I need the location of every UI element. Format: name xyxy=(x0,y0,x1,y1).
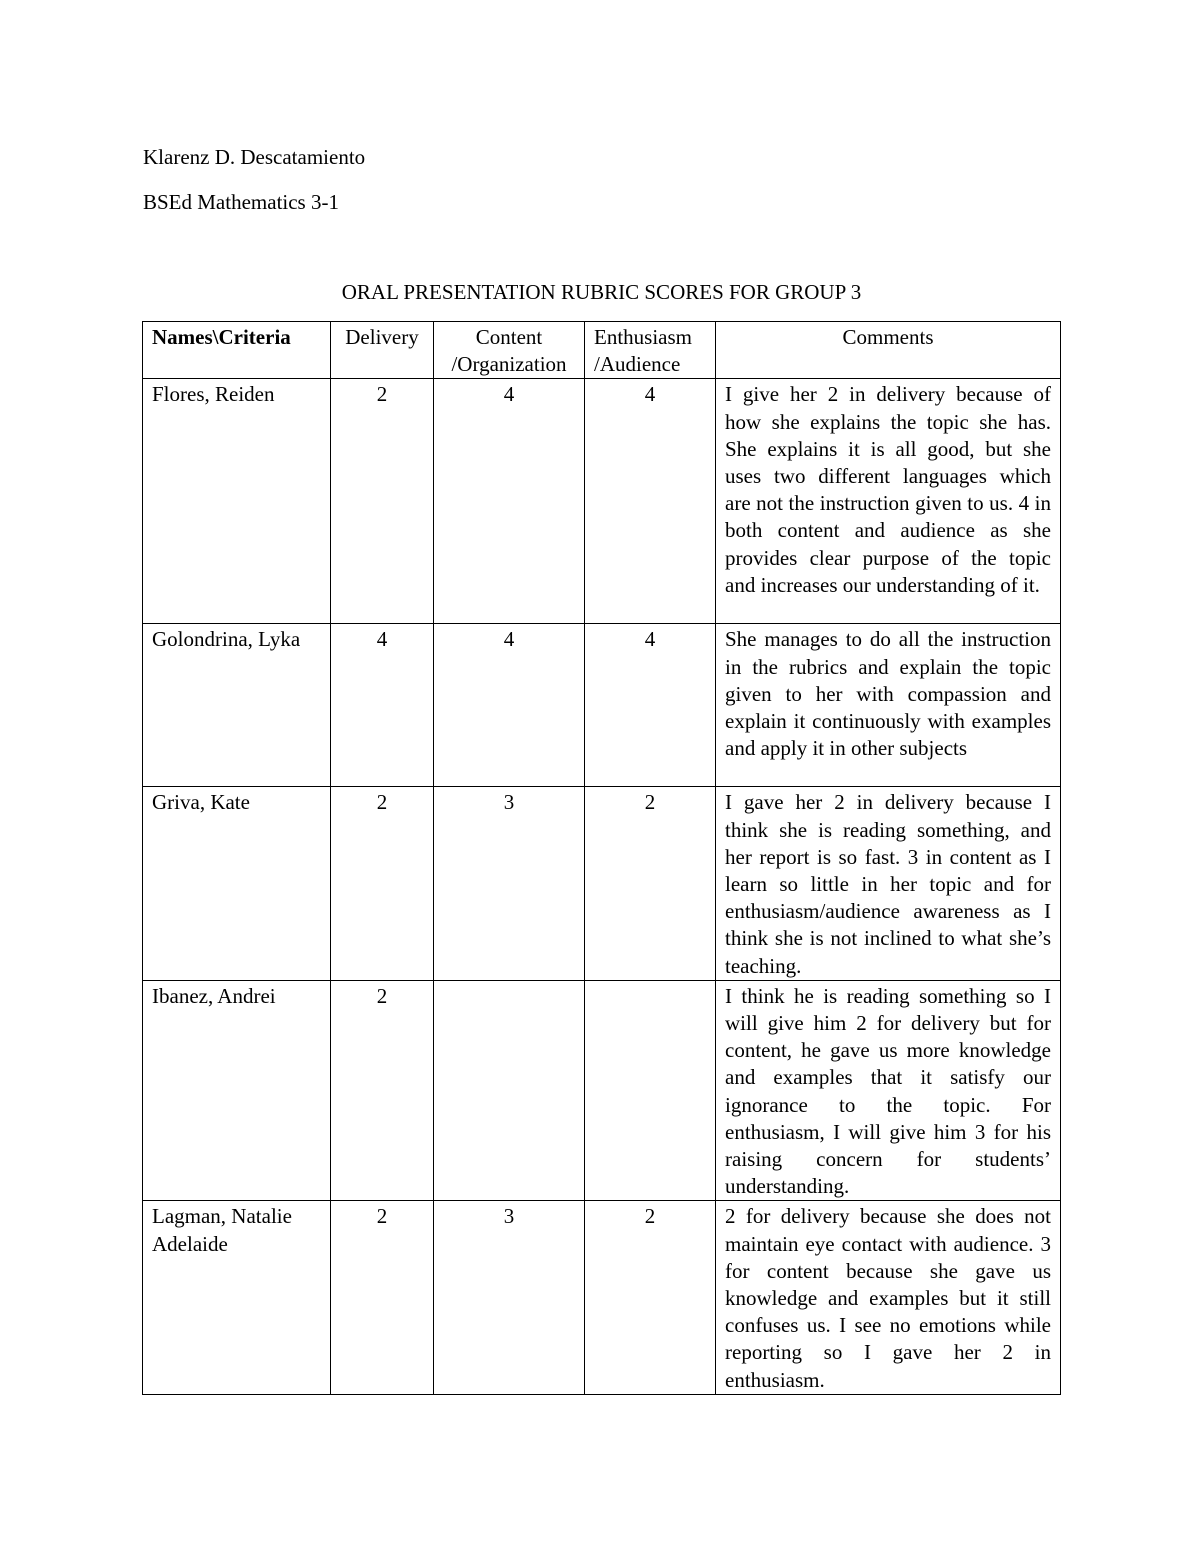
delivery-score: 2 xyxy=(331,379,434,624)
enthusiasm-score: 2 xyxy=(585,787,716,980)
comment-text: She manages to do all the instruction in the rubrics and explain the topic given to her with compassion and explain it continuously with examples and apply it in other subjects xyxy=(716,624,1061,787)
column-header-enthusiasm xyxy=(585,322,716,379)
column-header-comments: Comments xyxy=(716,322,1061,379)
comment-text: I think he is reading something so I will give him 2 for delivery but for content, he gave us more knowledge and examples that it satisfy our ignorance to the topic. For enthusiasm, I will give him 3 for his raising concern for students’ understanding. xyxy=(716,980,1061,1201)
column-header-enthusiasm-line2: /Audience xyxy=(594,352,681,377)
enthusiasm-score xyxy=(585,980,716,1201)
column-header-content-line2: /Organization xyxy=(451,352,567,377)
enthusiasm-score: 2 xyxy=(585,1201,716,1394)
student-name: Golondrina, Lyka xyxy=(143,624,331,787)
author-name: Klarenz D. Descatamiento xyxy=(143,145,366,169)
table-row xyxy=(143,787,1061,980)
enthusiasm-score: 4 xyxy=(585,379,716,624)
column-header-content-line1: Content xyxy=(475,325,543,349)
student-name: Ibanez, Andrei xyxy=(143,980,331,1201)
column-header-names: Names\Criteria xyxy=(143,322,331,379)
table-row xyxy=(143,379,1061,624)
delivery-score: 4 xyxy=(331,624,434,787)
content-score: 4 xyxy=(434,379,585,624)
delivery-score: 2 xyxy=(331,787,434,980)
comment-text: I gave her 2 in delivery because I think she is reading something, and her report is so fast. 3 in content as I learn so little in her topic and for enthusiasm/audience awareness as I think she is not inclined to what she’s teaching. xyxy=(716,787,1061,980)
comment-text: 2 for delivery because she does not maintain eye contact with audience. 3 for content because she gave us knowledge and examples but it still confuses us. I see no emotions while reporting so I gave her 2 in enthusiasm. xyxy=(716,1201,1061,1394)
content-score xyxy=(434,980,585,1201)
student-name: Lagman, Natalie Adelaide xyxy=(143,1201,331,1394)
table-row xyxy=(143,624,1061,787)
class-section: BSEd Mathematics 3-1 xyxy=(143,190,339,214)
column-header-delivery: Delivery xyxy=(331,322,434,379)
table-row xyxy=(143,980,1061,1201)
student-name: Flores, Reiden xyxy=(143,379,331,624)
enthusiasm-score: 4 xyxy=(585,624,716,787)
comment-text: I give her 2 in delivery because of how she explains the topic she has. She explains it is all good, but she uses two different languages which are not the instruction given to us. 4 in both content and audience as she provides clear purpose of the topic and increases our understanding of it. xyxy=(716,379,1061,624)
table-row xyxy=(143,1201,1061,1394)
delivery-score: 2 xyxy=(331,1201,434,1394)
column-header-content xyxy=(434,322,585,379)
delivery-score: 2 xyxy=(331,980,434,1201)
page-title: ORAL PRESENTATION RUBRIC SCORES FOR GROUP 3 xyxy=(341,280,862,304)
student-name: Griva, Kate xyxy=(143,787,331,980)
content-score: 3 xyxy=(434,1201,585,1394)
table-header-row xyxy=(143,322,1061,379)
column-header-enthusiasm-line1: Enthusiasm xyxy=(594,325,692,349)
rubric-table xyxy=(142,321,1061,1395)
content-score: 4 xyxy=(434,624,585,787)
content-score: 3 xyxy=(434,787,585,980)
